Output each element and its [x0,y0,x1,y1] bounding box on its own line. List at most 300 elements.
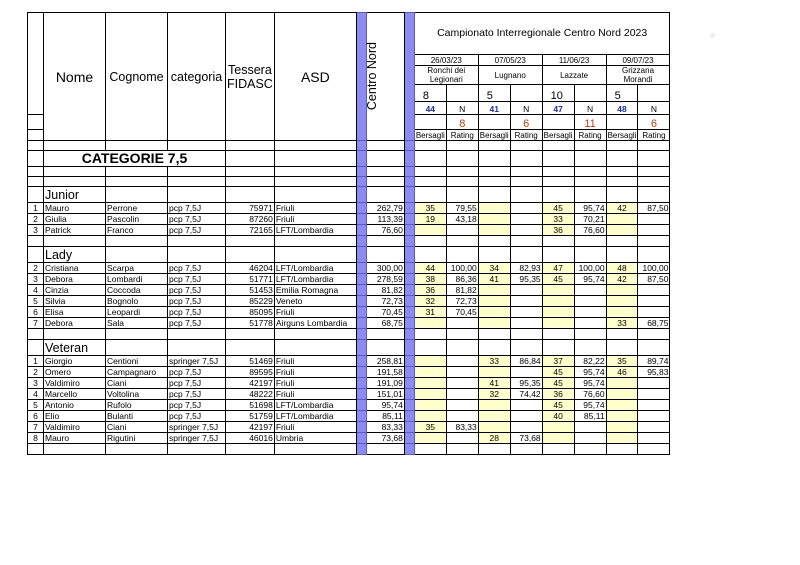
athlete-row [28,422,670,433]
card-number: 51778 [226,318,275,329]
race2-targets [478,367,510,378]
blue-separator [404,389,414,400]
race2-rating [510,307,542,318]
race4-rating [638,214,670,225]
club: Airguns Lombardia [274,318,356,329]
blue-separator [404,356,414,367]
blank-cell [106,236,168,247]
race1-rating [446,356,478,367]
blank-cell [478,340,510,356]
athlete-row [28,307,670,318]
category: springer 7,5J [168,356,226,367]
race4-rating [638,400,670,411]
blank-cell [404,167,414,177]
race4-targets [606,225,638,236]
card-number: 51453 [226,285,275,296]
race1-targets: 31 [414,307,446,318]
blank-cell [414,167,446,177]
blank-cell [638,247,670,263]
header-nome: Nome [44,13,106,141]
blue-separator [356,378,366,389]
blank-cell [356,247,366,263]
blank-cell [638,177,670,187]
blue-separator [404,285,414,296]
total-score: 151,01 [366,389,404,400]
blank-cell [274,177,356,187]
blank-cell [226,340,275,356]
athlete-row [28,263,670,274]
blank-cell [574,141,606,151]
club: Emilia Romagna [274,285,356,296]
blank-cell [446,151,478,167]
blank-cell [366,187,404,203]
last-name: Lombardi [106,274,168,285]
category: pcp 7,5J [168,318,226,329]
blank-cell [28,130,44,141]
race1-rating: 70,45 [446,307,478,318]
blank-cell [168,340,226,356]
first-name: Marcello [44,389,106,400]
race-location: Lugnano [478,66,542,85]
athlete-row [28,225,670,236]
race2-rating: 82,93 [510,263,542,274]
blank-row [28,167,670,177]
rank: 6 [28,307,44,318]
race1-targets: 38 [414,274,446,285]
race-date: 07/05/23 [478,55,542,66]
blank-cell [366,236,404,247]
race1-rating [446,389,478,400]
race3-rating: 76,60 [574,389,606,400]
blank-cell [574,444,606,455]
section-header-row [28,247,670,263]
race2-rating: 74,42 [510,389,542,400]
blank-cell [510,329,542,340]
blank-cell [106,141,168,151]
blank-cell [226,236,275,247]
race4-rating [638,389,670,400]
blank-cell [638,236,670,247]
last-name: Pascolin [106,214,168,225]
category: pcp 7,5J [168,389,226,400]
race4-targets [606,400,638,411]
section-name: Veteran [44,340,106,356]
blank-cell [274,141,356,151]
blank-cell [414,141,446,151]
blank-cell [404,141,414,151]
race4-rating: 95,83 [638,367,670,378]
race4-targets [606,214,638,225]
race-location: Lazzate [542,66,606,85]
first-name: Debora [44,318,106,329]
first-name: Valdimiro [44,378,106,389]
blank-cell [510,151,542,167]
total-score: 85,11 [366,411,404,422]
rank: 4 [28,389,44,400]
race-n-value: 11 [574,115,606,130]
race2-targets [478,400,510,411]
athlete-row [28,411,670,422]
last-name: Sala [106,318,168,329]
decorative-dot [710,33,715,38]
athlete-row [28,389,670,400]
blank-cell [542,115,574,130]
card-number: 42197 [226,422,275,433]
blank-cell [28,141,44,151]
blank-cell [106,187,168,203]
race2-targets [478,296,510,307]
category: pcp 7,5J [168,214,226,225]
race-n-value: 6 [510,115,542,130]
blank-cell [574,329,606,340]
blank-cell [510,247,542,263]
blank-cell [574,177,606,187]
race3-targets [542,285,574,296]
blank-cell [366,340,404,356]
race4-rating: 89,74 [638,356,670,367]
blank-cell [106,329,168,340]
col-rating: Rating [638,130,670,141]
col-bersagli: Bersagli [607,131,637,140]
race2-rating: 86,84 [510,356,542,367]
blank-cell [356,167,366,177]
last-name: Bognolo [106,296,168,307]
rank: 1 [28,203,44,214]
first-name: Mauro [44,203,106,214]
blank-cell [404,329,414,340]
race1-targets: 35 [414,422,446,433]
blank-cell [638,444,670,455]
card-number: 85229 [226,296,275,307]
race-participants: 8 [414,85,446,102]
rank: 2 [28,214,44,225]
blue-separator [356,389,366,400]
race4-targets: 35 [606,356,638,367]
blank-cell [274,247,356,263]
blank-cell [404,187,414,203]
race3-targets [542,318,574,329]
blank-cell [574,236,606,247]
blank-cell [446,167,478,177]
race1-rating [446,318,478,329]
last-name: Bulanti [106,411,168,422]
col-rating: Rating [574,130,606,141]
rank: 2 [28,367,44,378]
total-score: 68,75 [366,318,404,329]
blank-cell [44,236,106,247]
race-n-label: N [574,102,606,115]
category-row [28,151,670,167]
blank-cell [510,85,542,102]
blank-cell [168,329,226,340]
race1-targets [414,225,446,236]
total-score: 191,58 [366,367,404,378]
race3-targets: 33 [542,214,574,225]
blank-cell [638,329,670,340]
blank-cell [446,247,478,263]
col-rating: Rating [446,130,478,141]
blank-cell [226,151,275,167]
header-tessera: Tessera FIDASC [226,13,275,141]
blank-cell [404,247,414,263]
race3-rating: 82,22 [574,356,606,367]
category: pcp 7,5J [168,285,226,296]
blank-cell [414,115,446,130]
blue-separator [404,422,414,433]
last-name: Voltolina [106,389,168,400]
blank-cell [226,247,275,263]
blank-cell [542,141,574,151]
blue-separator [404,214,414,225]
first-name: Debora [44,274,106,285]
first-name: Giulia [44,214,106,225]
blank-cell [106,167,168,177]
race2-targets: 28 [478,433,510,444]
last-name: Leopardi [106,307,168,318]
blue-separator [356,296,366,307]
race4-rating: 87,50 [638,274,670,285]
rank: 1 [28,356,44,367]
card-number: 72165 [226,225,275,236]
club: Umbria [274,433,356,444]
header-index-cell [28,13,44,115]
blue-separator [404,263,414,274]
race4-rating: 68,75 [638,318,670,329]
first-name: Silvia [44,296,106,307]
blank-cell [168,167,226,177]
col-bersagli: Bersagli [479,131,509,140]
race1-targets: 36 [414,285,446,296]
blank-cell [574,340,606,356]
card-number: 42197 [226,378,275,389]
blank-cell [226,187,275,203]
race1-rating: 86,36 [446,274,478,285]
race3-targets: 37 [542,356,574,367]
race3-targets: 47 [542,263,574,274]
blank-cell [510,444,542,455]
club: Friuli [274,307,356,318]
blue-separator [356,400,366,411]
blank-cell [510,340,542,356]
total-score: 73,68 [366,433,404,444]
blank-cell [510,187,542,203]
blue-separator [356,411,366,422]
section-header-row [28,340,670,356]
race2-targets [478,214,510,225]
race4-targets: 42 [606,274,638,285]
race1-targets: 35 [414,203,446,214]
blank-cell [542,329,574,340]
blank-cell [28,236,44,247]
blank-cell [274,329,356,340]
race1-targets [414,378,446,389]
blue-separator [356,263,366,274]
blank-cell [574,247,606,263]
blank-cell [366,247,404,263]
athlete-row [28,318,670,329]
blank-cell [542,177,574,187]
race2-targets: 41 [478,378,510,389]
category: pcp 7,5J [168,296,226,307]
blank-cell [542,444,574,455]
race3-targets: 40 [542,411,574,422]
race-n-value: 6 [638,115,670,130]
blank-cell [574,187,606,203]
rank: 3 [28,378,44,389]
race3-targets [542,433,574,444]
blank-cell [414,247,446,263]
total-score: 278,59 [366,274,404,285]
blank-cell [404,444,414,455]
blank-cell [478,151,510,167]
race-location: Ronchi dei Legionari [414,66,478,85]
blank-cell [366,444,404,455]
blank-cell [446,177,478,187]
blank-cell [356,444,366,455]
blank-cell [168,236,226,247]
race-date: 09/07/23 [606,55,670,66]
blank-cell [414,177,446,187]
card-number: 51771 [226,274,275,285]
blank-cell [168,187,226,203]
blank-cell [606,340,638,356]
race-participants: 10 [542,85,574,102]
blank-cell [446,141,478,151]
header-categoria: categoria [168,13,226,141]
blank-cell [28,167,44,177]
race3-targets: 45 [542,203,574,214]
race-location: Grizzana Morandi [606,66,670,85]
blue-separator [404,411,414,422]
blank-cell [356,177,366,187]
last-name: Coccoda [106,285,168,296]
blank-cell [28,247,44,263]
blue-separator [356,367,366,378]
race2-rating [510,214,542,225]
category: springer 7,5J [168,422,226,433]
total-score: 191,09 [366,378,404,389]
blank-cell [44,177,106,187]
athlete-row [28,274,670,285]
blank-cell [414,187,446,203]
race3-rating: 76,60 [574,225,606,236]
race3-targets: 36 [542,225,574,236]
total-score: 76,60 [366,225,404,236]
club: LFT/Lombardia [274,225,356,236]
category: pcp 7,5J [168,367,226,378]
race3-targets [542,422,574,433]
blank-cell [606,167,638,177]
blank-cell [44,167,106,177]
last-name: Ciani [106,378,168,389]
rank: 3 [28,274,44,285]
blank-cell [446,85,478,102]
blank-row [28,236,670,247]
category: pcp 7,5J [168,274,226,285]
rank: 5 [28,400,44,411]
race4-rating: 87,50 [638,203,670,214]
club: LFT/Lombardia [274,400,356,411]
category: pcp 7,5J [168,400,226,411]
first-name: Elisa [44,307,106,318]
race-number: 47 [542,102,574,115]
total-score: 258,81 [366,356,404,367]
blank-cell [226,444,275,455]
race2-targets [478,307,510,318]
race1-rating [446,225,478,236]
blank-cell [168,177,226,187]
race3-rating: 95,74 [574,203,606,214]
race4-rating [638,378,670,389]
first-name: Antonio [44,400,106,411]
race3-rating: 100,00 [574,263,606,274]
category: pcp 7,5J [168,411,226,422]
blank-cell [168,247,226,263]
blank-cell [606,247,638,263]
first-name: Patrick [44,225,106,236]
race2-targets: 34 [478,263,510,274]
race3-rating: 95,74 [574,367,606,378]
blank-cell [606,444,638,455]
card-number: 85095 [226,307,275,318]
col-bersagli: Bersagli [543,131,573,140]
blank-cell [366,151,404,167]
blue-separator [404,296,414,307]
total-score: 262,79 [366,203,404,214]
blank-cell [478,141,510,151]
blank-cell [606,151,638,167]
card-number: 89595 [226,367,275,378]
race2-rating [510,400,542,411]
blue-separator [404,203,414,214]
blank-cell [356,187,366,203]
blank-cell [478,329,510,340]
header-asd: ASD [274,13,356,141]
athlete-row [28,433,670,444]
athlete-row [28,378,670,389]
club: Friuli [274,356,356,367]
race3-rating: 95,74 [574,274,606,285]
blue-separator [356,214,366,225]
race2-rating [510,203,542,214]
race3-targets [542,307,574,318]
first-name: Cristiana [44,263,106,274]
race1-targets [414,411,446,422]
blank-cell [356,329,366,340]
blank-cell [404,236,414,247]
last-name: Scarpa [106,263,168,274]
athlete-row [28,203,670,214]
club: Friuli [274,378,356,389]
card-number: 51759 [226,411,275,422]
race4-targets [606,307,638,318]
blank-cell [510,141,542,151]
race4-rating [638,422,670,433]
header-cognome: Cognome [106,13,168,141]
race1-rating: 83,33 [446,422,478,433]
blank-cell [414,444,446,455]
blank-cell [478,177,510,187]
blank-cell [28,151,44,167]
blank-cell [28,444,44,455]
race3-rating: 95,74 [574,378,606,389]
race1-rating: 43,18 [446,214,478,225]
blank-cell [542,187,574,203]
blank-cell [542,167,574,177]
club: Friuli [274,203,356,214]
blank-cell [274,236,356,247]
blank-cell [638,340,670,356]
